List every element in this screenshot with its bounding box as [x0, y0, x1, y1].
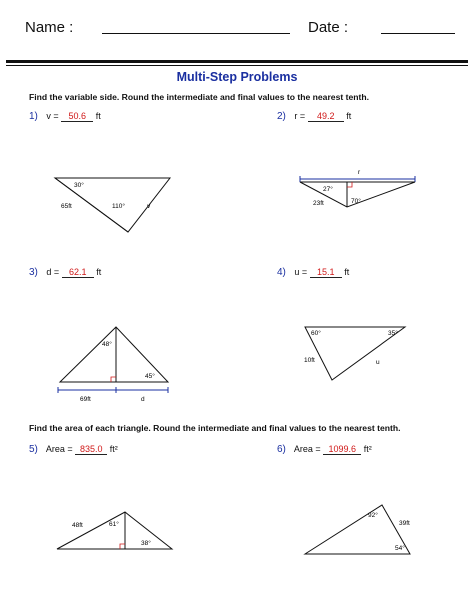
problem-3-answer[interactable]: 62.1: [62, 267, 94, 278]
problem-1-number: 1): [29, 111, 38, 122]
triangle-4-side-label: 10ft: [304, 357, 315, 364]
triangle-5: [57, 512, 172, 549]
problem-5-prompt: [29, 444, 118, 455]
problem-1-answer[interactable]: 50.6: [61, 111, 93, 122]
triangle-4-var-label: u: [376, 359, 380, 366]
problem-2-unit: ft: [346, 111, 352, 121]
triangle-6-angle-top: 92°: [368, 512, 378, 519]
triangle-6-angle-bottom: 54°: [395, 545, 405, 552]
problem-4-unit: ft: [344, 267, 350, 277]
problem-5-var: Area =: [45, 444, 73, 454]
problem-6-answer[interactable]: 1099.6: [323, 444, 361, 455]
problem-3-number: 3): [29, 267, 38, 278]
triangle-2-right-angle-mark: [347, 182, 352, 187]
problem-2-prompt: [277, 111, 351, 122]
triangle-3-angle-top: 48°: [102, 341, 112, 348]
triangle-6-side-label: 39ft: [399, 520, 410, 527]
triangle-5-angle-bottom: 38°: [141, 540, 151, 547]
triangle-2-angle-a: 27°: [323, 186, 333, 193]
problem-5-unit: ft²: [109, 444, 118, 454]
header-divider: [6, 60, 468, 63]
problem-4-prompt: [277, 267, 349, 278]
triangle-2-figure: [295, 167, 420, 217]
date-label: Date :: [308, 19, 349, 36]
problem-5-number: 5): [29, 444, 38, 455]
triangle-3-side-label: 69ft: [80, 396, 91, 403]
triangle-2-var-label: r: [358, 169, 361, 176]
triangle-3-figure: [50, 322, 175, 404]
problem-4-answer[interactable]: 15.1: [310, 267, 342, 278]
triangle-5-side-label: 48ft: [72, 522, 83, 529]
triangle-2-angle-b: 70°: [351, 198, 361, 205]
triangle-1-angle-mid: 110°: [112, 203, 125, 210]
problem-2-number: 2): [277, 111, 286, 122]
section2-instruction: Find the area of each triangle. Round the intermediate and final values to the nearest tenth.: [29, 423, 401, 433]
problem-3-unit: ft: [96, 267, 102, 277]
triangle-1-figure: [50, 170, 180, 250]
name-field-line[interactable]: [102, 33, 290, 34]
triangle-3-right-angle-mark: [111, 377, 116, 382]
problem-6-number: 6): [277, 444, 286, 455]
triangle-3-var-label: d: [141, 396, 145, 403]
problem-6-prompt: [277, 444, 372, 455]
problem-4-var: u =: [294, 267, 308, 277]
triangle-4-angle-right: 35°: [388, 330, 398, 337]
triangle-5-right-angle-mark: [120, 544, 125, 549]
triangle-1-side-label: 65ft: [61, 203, 72, 210]
problem-1-unit: ft: [95, 111, 101, 121]
problem-4-number: 4): [277, 267, 286, 278]
triangle-1-angle-top: 30°: [74, 182, 84, 189]
section1-instruction: Find the variable side. Round the intermediate and final values to the nearest tenth.: [29, 92, 369, 102]
date-field-line[interactable]: [381, 33, 455, 34]
triangle-3-angle-right: 45°: [145, 373, 155, 380]
triangle-6-figure: [300, 500, 418, 560]
triangle-5-figure: [52, 505, 177, 557]
problem-3-var: d =: [46, 267, 60, 277]
problem-2-var: r =: [294, 111, 306, 121]
header-divider-thin: [6, 65, 468, 66]
problem-1-prompt: [29, 111, 101, 122]
page-title: Multi-Step Problems: [176, 70, 298, 84]
triangle-4-angle-left: 60°: [311, 330, 321, 337]
problem-1-var: v =: [46, 111, 59, 121]
triangle-1-var-label: v: [147, 203, 151, 210]
problem-6-var: Area =: [293, 444, 321, 454]
problem-5-answer[interactable]: 835.0: [75, 444, 107, 455]
problem-3-prompt: [29, 267, 101, 278]
triangle-5-angle-top: 61°: [109, 521, 119, 528]
triangle-4-figure: [300, 322, 410, 384]
triangle-2-side-label: 23ft: [313, 200, 324, 207]
problem-2-answer[interactable]: 49.2: [308, 111, 344, 122]
problem-6-unit: ft²: [363, 444, 372, 454]
name-label: Name :: [25, 19, 74, 36]
